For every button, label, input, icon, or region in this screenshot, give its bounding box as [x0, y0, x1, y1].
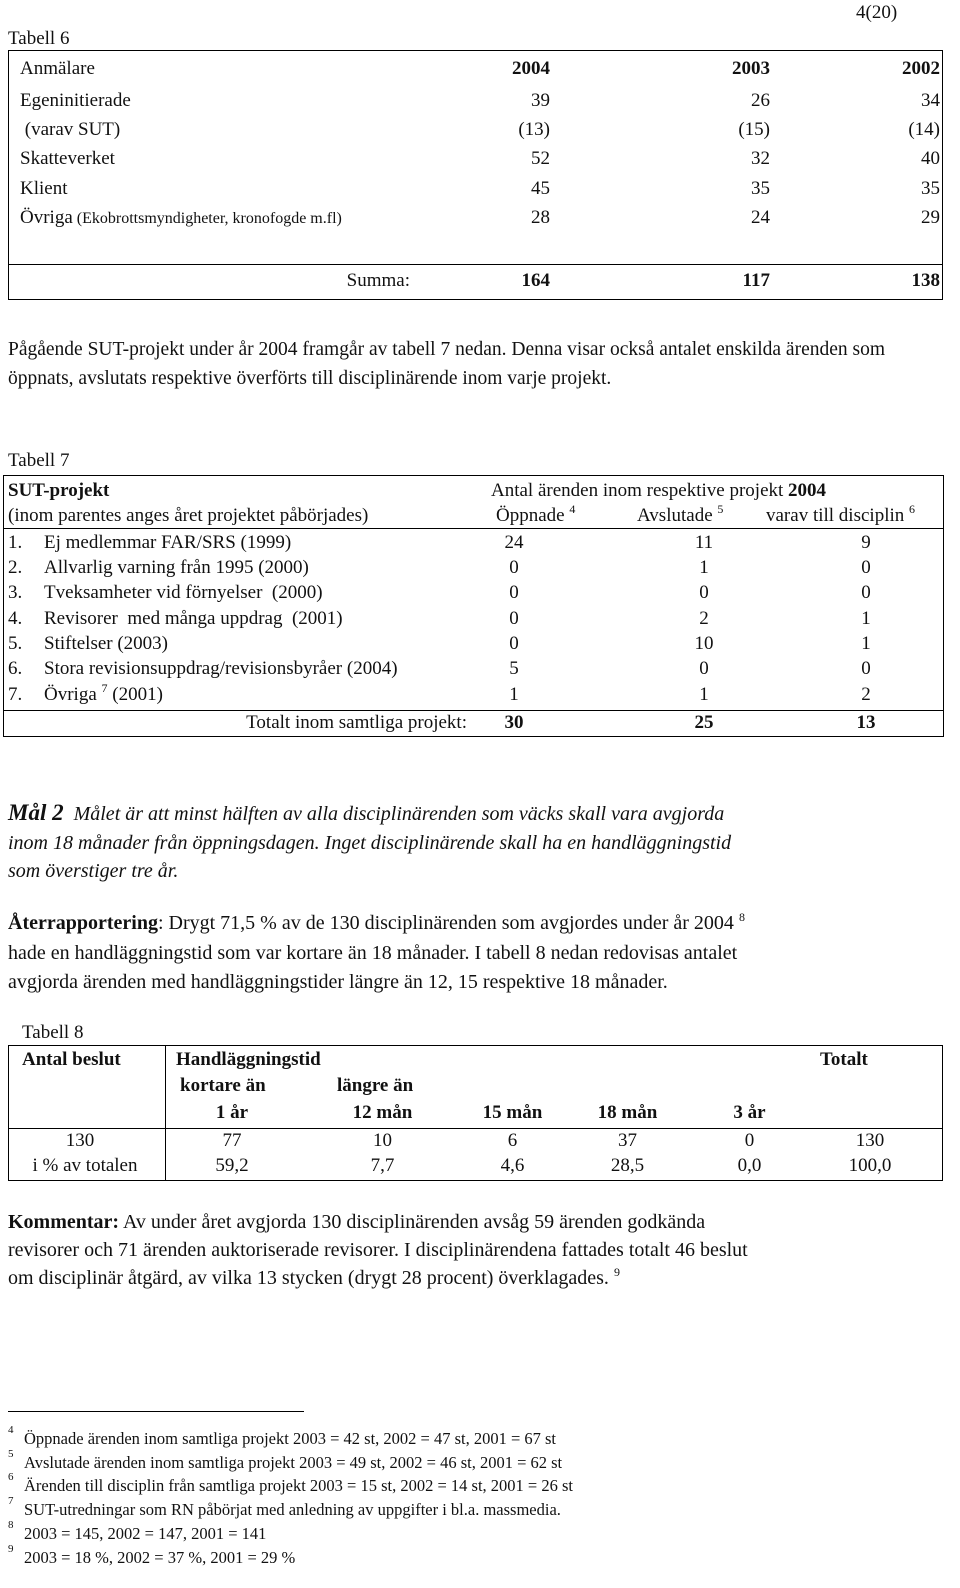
- table6-total-cell: 117: [742, 270, 770, 291]
- table8-caption: Tabell 8: [22, 1022, 84, 1043]
- table7-cell: 11: [694, 532, 714, 553]
- comment-line1: Kommentar: Av under året avgjorda 130 disciplinärenden avsåg 59 ärenden godkända: [8, 1211, 706, 1233]
- table7-total-cell: 13: [856, 712, 876, 733]
- table6-year-2002: 2002: [902, 58, 940, 79]
- footnote-text: Ärenden till disciplin från samtliga projekt 2003 = 15 st, 2002 = 14 st, 2001 = 26 st: [24, 1476, 573, 1495]
- table6-cell: 35: [921, 178, 940, 199]
- table6-total-cell: 138: [911, 270, 940, 291]
- table8-col-15man: 15 mån: [482, 1102, 543, 1123]
- table8-header-total: Totalt: [820, 1049, 868, 1070]
- table6-cell: 29: [921, 207, 940, 228]
- table6-header-label: Anmälare: [20, 58, 95, 79]
- table6-cell: 24: [751, 207, 770, 228]
- table8-cell: 77: [222, 1130, 242, 1151]
- comment-label: Kommentar:: [8, 1211, 120, 1233]
- table6-cell: 40: [921, 148, 940, 169]
- table8-header-shorter: kortare än: [180, 1075, 266, 1096]
- table7-row-label: Ej medlemmar FAR/SRS (1999): [44, 532, 292, 553]
- table7-row-label: Stora revisionsuppdrag/revisionsbyråer (2004): [44, 658, 398, 679]
- table7-cell: 0: [861, 582, 871, 603]
- table8-col-3ar: 3 år: [733, 1102, 766, 1123]
- table7-cell: 1: [861, 608, 871, 629]
- table8-cell: 0: [744, 1130, 755, 1151]
- table8-cell-total: 100,0: [848, 1155, 892, 1176]
- table7-total-cell: 30: [504, 712, 524, 733]
- footnote-number: 8: [8, 1519, 14, 1531]
- table6-row-label: Egeninitierade: [20, 90, 131, 111]
- table7-cell: 1: [699, 557, 709, 578]
- table7-row-label: Revisorer med många uppdrag (2001): [44, 608, 343, 629]
- page-number: 4(20): [856, 2, 898, 23]
- table8-cell-total: 130: [855, 1130, 885, 1151]
- table8-row-label: 130: [65, 1130, 95, 1151]
- table6-cell: 52: [531, 148, 550, 169]
- table6-cell: (15): [738, 119, 770, 140]
- table6-total-label: Summa:: [346, 270, 410, 291]
- intro-paragraph: Pågående SUT-projekt under år 2004 framgår av tabell 7 nedan. Denna visar också antalet enskilda ärenden som öppnats, avslutats respektive överförts till disciplinärende inom varje projekt.: [8, 339, 886, 389]
- table7-header-note: (inom parentes anges året projektet påbörjades): [8, 505, 369, 526]
- table7-cell: 0: [509, 608, 519, 629]
- comment-line2: revisorer och 71 ärenden auktoriserade revisorer. I disciplinärendena fattades totalt 46 beslut: [8, 1239, 748, 1261]
- footnote-text: SUT-utredningar som RN påbörjat med anledning av uppgifter i bl.a. massmedia.: [24, 1500, 561, 1519]
- table6-cell: 45: [531, 178, 550, 199]
- footnote-text: 2003 = 18 %, 2002 = 37 %, 2001 = 29 %: [24, 1548, 296, 1567]
- goal-line1: Mål 2 Målet är att minst hälften av alla disciplinärenden som väcks skall vara avgjorda: [8, 800, 725, 825]
- table8-header-decisions: Antal beslut: [22, 1049, 121, 1070]
- table6-row-label: Övriga (Ekobrottsmyndigheter, kronofogde m.fl): [20, 207, 342, 228]
- table7-header-divider: [3, 528, 944, 529]
- table7-cell: 1: [699, 684, 709, 705]
- table8-col-1ar: 1 år: [215, 1102, 249, 1123]
- table7-cell: 5: [509, 658, 519, 679]
- table7-header-project: SUT-projekt: [8, 480, 110, 501]
- table7-cell: 2: [861, 684, 871, 705]
- footnote-number: 9: [8, 1543, 14, 1555]
- report-line2: hade en handläggningstid som var kortare än 18 månader. I tabell 8 nedan redovisas antalet: [8, 942, 738, 964]
- table6-cell: (13): [518, 119, 550, 140]
- footnote-text: Avslutade ärenden inom samtliga projekt 2003 = 49 st, 2002 = 46 st, 2001 = 62 st: [24, 1453, 563, 1472]
- table7-cell: 24: [504, 532, 524, 553]
- footnote-separator: [8, 1411, 304, 1412]
- table8-cell: 28,5: [610, 1155, 645, 1176]
- table7-total-cell: 25: [694, 712, 714, 733]
- table7-cell: 0: [699, 582, 709, 603]
- table7-col-disciplin: varav till disciplin $^6$: [766, 502, 916, 526]
- table6-row-label: Skatteverket: [20, 148, 115, 169]
- table7-cell: 1: [509, 684, 519, 705]
- table8-col-divider: [165, 1045, 166, 1181]
- report-line1: Återrapportering: Drygt 71,5 % av de 130 disciplinärenden som avgjordes under år 2004 $^8$: [8, 910, 745, 934]
- table7-cell: 2: [699, 608, 709, 629]
- table8-header-divider: [8, 1128, 943, 1129]
- footnote-number: 6: [8, 1471, 14, 1483]
- table7-row-num: 7.: [8, 684, 23, 705]
- footnote-number: 7: [8, 1495, 14, 1507]
- table7-row-num: 2.: [8, 557, 23, 578]
- table8-cell: 0,0: [737, 1155, 762, 1176]
- table7-row-num: 1.: [8, 532, 23, 553]
- table6-cell: (14): [908, 119, 940, 140]
- table8-col-18man: 18 mån: [597, 1102, 658, 1123]
- table7-cell: 1: [861, 633, 871, 654]
- table8-cell: 37: [618, 1130, 637, 1151]
- table6-cell: 28: [531, 207, 550, 228]
- table6-cell: 39: [531, 90, 550, 111]
- table7-cell: 0: [509, 582, 519, 603]
- table7-row-label: Övriga $^7$ (2001): [44, 681, 163, 705]
- table8-cell: 7,7: [370, 1155, 395, 1176]
- table6-cell: 26: [751, 90, 770, 111]
- table8-header-longer: längre än: [337, 1075, 414, 1096]
- table6-total-cell: 164: [521, 270, 550, 291]
- table7-total-label: Totalt inom samtliga projekt:: [246, 712, 467, 733]
- footnote-number: 5: [8, 1448, 14, 1460]
- report-line3: avgjorda ärenden med handläggningstider längre än 12, 15 respektive 18 månader.: [8, 971, 668, 993]
- goal-title: Mål 2: [8, 800, 64, 825]
- table7-cell: 0: [699, 658, 709, 679]
- goal-line3: som överstiger tre år.: [8, 860, 179, 882]
- table7-total-divider: [3, 710, 944, 711]
- table7-cell: 0: [509, 557, 519, 578]
- table6-cell: 32: [751, 148, 770, 169]
- goal-line2: inom 18 månader från öppningsdagen. Inget disciplinärende skall ha en handläggningstid: [8, 832, 732, 854]
- table7-row-num: 3.: [8, 582, 23, 603]
- table7-row-label: Tveksamheter vid förnyelser (2000): [44, 582, 323, 603]
- table7-cell: 9: [861, 532, 871, 553]
- table7-cell: 0: [861, 557, 871, 578]
- table7-cell: 0: [861, 658, 871, 679]
- table6-row-label: Klient: [20, 178, 68, 199]
- table6-caption: Tabell 6: [8, 28, 70, 49]
- table8-row-label: i % av totalen: [32, 1155, 138, 1176]
- table7-row-label: Allvarlig varning från 1995 (2000): [44, 557, 309, 578]
- table8-cell: 59,2: [215, 1155, 249, 1176]
- table6: [8, 50, 943, 300]
- table8-cell: 4,6: [500, 1155, 525, 1176]
- footnote-text: 2003 = 145, 2002 = 147, 2001 = 141: [24, 1524, 267, 1543]
- table8-cell: 10: [373, 1130, 392, 1151]
- comment-line3: om disciplinär åtgärd, av vilka 13 stycken (drygt 28 procent) överklagades. $^9$: [8, 1265, 620, 1289]
- footnote-text: Öppnade ärenden inom samtliga projekt 2003 = 42 st, 2002 = 47 st, 2001 = 67 st: [24, 1429, 557, 1448]
- table6-cell: 35: [751, 178, 770, 199]
- table7-col-opened: Öppnade $^4$: [496, 502, 576, 526]
- table7-row-num: 6.: [8, 658, 23, 679]
- table8-col-12man: 12 mån: [352, 1102, 413, 1123]
- table7-row-num: 4.: [8, 608, 23, 629]
- table7-caption: Tabell 7: [8, 450, 70, 471]
- table6-cell: 34: [921, 90, 940, 111]
- table7-col-closed: Avslutade $^5$: [637, 502, 724, 526]
- table7-cell: 10: [694, 633, 714, 654]
- table6-year-2003: 2003: [732, 58, 770, 79]
- table8-cell: 6: [507, 1130, 518, 1151]
- footnote-number: 4: [8, 1424, 14, 1436]
- table7-cell: 0: [509, 633, 519, 654]
- table6-row-label: (varav SUT): [20, 119, 121, 140]
- report-label: Återrapportering: [8, 912, 158, 934]
- table7-header-counts: Antal ärenden inom respektive projekt 2004: [491, 480, 827, 501]
- table7-row-num: 5.: [8, 633, 23, 654]
- table8-header-handling: Handläggningstid: [176, 1049, 321, 1070]
- table6-year-2004: 2004: [512, 58, 550, 79]
- table6-total-divider: [8, 264, 943, 265]
- table7-row-label: Stiftelser (2003): [44, 633, 169, 654]
